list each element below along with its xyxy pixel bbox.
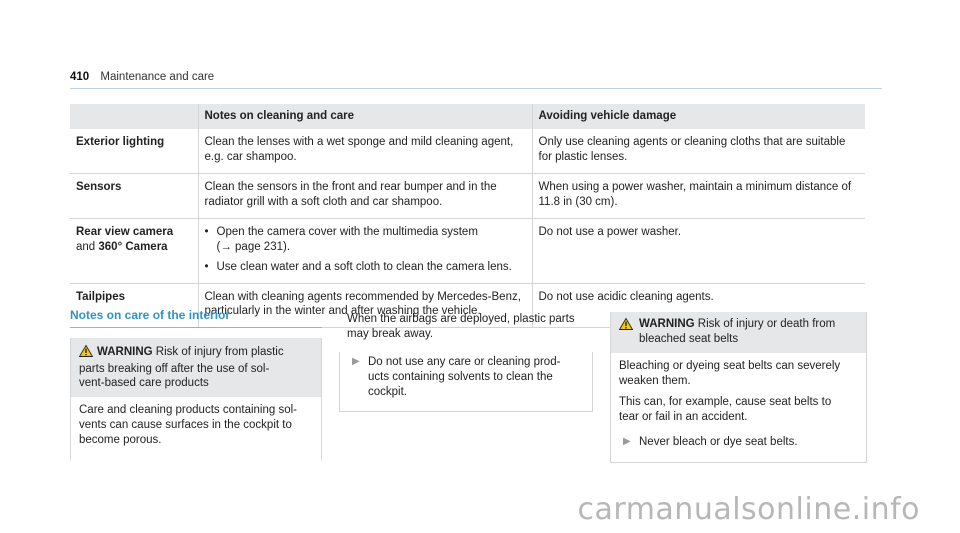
table-header-row bbox=[70, 104, 865, 129]
cleaning-cell: Clean with cleaning agents recommended by Mercedes-Benz, particularly in the winter and after washing the vehicle. bbox=[198, 283, 532, 328]
page-header bbox=[70, 70, 214, 85]
seatbelt-warning-box bbox=[610, 312, 867, 463]
avoid-cell: Do not use a power washer. bbox=[532, 218, 865, 283]
header-cleaning: Notes on cleaning and care bbox=[198, 104, 532, 129]
avoid-cell: When using a power washer, maintain a minimum distance of 11.8 in (30 cm). bbox=[532, 173, 865, 218]
warning-body: Care and cleaning products containing sol- vents can cause surfaces in the cockpit to become porous. bbox=[79, 404, 297, 447]
warning-triangle-icon bbox=[79, 345, 93, 362]
warning-header: WARNING Risk of injury from plastic parts breaking off after the use of sol- vent-based care products bbox=[71, 338, 321, 398]
page-number: 410 bbox=[70, 71, 90, 83]
paragraph: Bleaching or dyeing seat belts can severely weaken them. bbox=[619, 359, 841, 387]
avoid-cell: Do not use acidic cleaning agents. bbox=[532, 283, 865, 328]
paragraph: This can, for example, cause seat belts to tear or fail in an accident. bbox=[619, 395, 832, 423]
instruction-text: Never bleach or dye seat belts. bbox=[639, 435, 798, 448]
instruction-step bbox=[339, 352, 593, 412]
warning-header: WARNING Risk of injury or death from bleached seat belts bbox=[611, 312, 866, 353]
warning-label: WARNING bbox=[639, 318, 695, 330]
warning-label: WARNING bbox=[97, 345, 153, 358]
airbag-text: When the airbags are deployed, plastic parts may break away. bbox=[347, 313, 575, 340]
header-blank bbox=[70, 104, 198, 129]
cleaning-cell: Clean the sensors in the front and rear bumper and in the radiator grill with a soft cloth and car shampoo. bbox=[198, 173, 532, 218]
list-item: • Open the camera cover with the multimedia system (→ page 231). bbox=[205, 225, 526, 255]
warning-body bbox=[611, 353, 866, 425]
header-divider bbox=[70, 88, 882, 89]
row-label: Sensors bbox=[70, 173, 198, 218]
table-row bbox=[70, 218, 865, 283]
list-item: • Use clean water and a soft cloth to clean the camera lens. bbox=[205, 260, 526, 275]
airbag-warning-continued bbox=[339, 312, 593, 412]
instruction-text: Do not use any care or cleaning prod- ucts containing solvents to clean the cockpit. bbox=[368, 355, 561, 398]
arrow-right-icon: ▶ bbox=[352, 355, 360, 367]
interior-care-section bbox=[70, 308, 322, 460]
cleaning-cell bbox=[198, 218, 532, 283]
cleaning-bullet-list bbox=[205, 225, 526, 275]
table-row bbox=[70, 129, 865, 173]
arrow-right-icon: ▶ bbox=[623, 435, 631, 447]
warning-box bbox=[70, 338, 322, 461]
warning-triangle-icon bbox=[619, 318, 633, 335]
row-label: Tailpipes bbox=[70, 283, 198, 328]
row-label: Rear view camera and 360° Camera bbox=[70, 218, 198, 283]
row-label: Exterior lighting bbox=[70, 129, 198, 173]
cleaning-cell: Clean the lenses with a wet sponge and mild cleaning agent, e.g. car shampoo. bbox=[198, 129, 532, 173]
page-reference-link[interactable]: (→ page 231). bbox=[216, 240, 291, 253]
header-avoiding: Avoiding vehicle damage bbox=[532, 104, 865, 129]
avoid-cell: Only use cleaning agents or cleaning cloths that are suitable for plastic lenses. bbox=[532, 129, 865, 173]
table-row bbox=[70, 173, 865, 218]
watermark: carmanualsonline.info bbox=[577, 492, 920, 527]
section-title: Maintenance and care bbox=[100, 71, 215, 83]
instruction-step bbox=[611, 431, 866, 462]
cleaning-table bbox=[70, 104, 865, 328]
section-heading: Notes on care of the interior bbox=[70, 308, 322, 328]
